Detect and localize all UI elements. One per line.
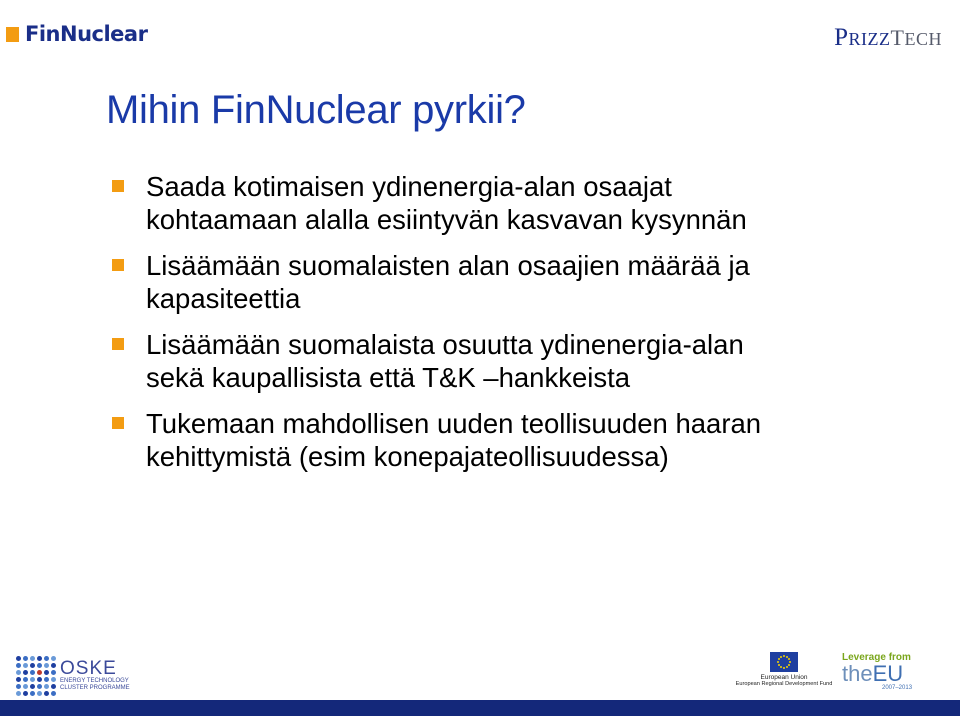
oske-dot bbox=[37, 691, 42, 696]
finnuclear-logo bbox=[6, 22, 147, 46]
leverage-the: the bbox=[842, 661, 873, 686]
bullet-line: Tukemaan mahdollisen uuden teollisuuden haaran bbox=[146, 408, 762, 439]
eu-star bbox=[789, 661, 791, 663]
oske-subtitle-1: ENERGY TECHNOLOGY bbox=[60, 678, 129, 684]
oske-dot bbox=[16, 677, 21, 682]
oske-dot bbox=[44, 684, 49, 689]
footer-bar bbox=[0, 700, 960, 716]
eu-star bbox=[788, 658, 790, 660]
orange-square-bullet-icon bbox=[112, 417, 124, 429]
oske-dot bbox=[44, 670, 49, 675]
eu-fund-label: European Regional Development Fund bbox=[735, 681, 833, 687]
oske-dot bbox=[23, 670, 28, 675]
prizztech-logo-t: T bbox=[890, 25, 905, 50]
eu-star bbox=[778, 658, 780, 660]
oske-dot bbox=[51, 670, 56, 675]
oske-dot bbox=[51, 663, 56, 668]
oske-dot bbox=[51, 656, 56, 661]
eu-star bbox=[786, 666, 788, 668]
oske-dot bbox=[30, 677, 35, 682]
orange-square-bullet-icon bbox=[112, 338, 124, 350]
orange-square-bullet-icon bbox=[112, 180, 124, 192]
eu-star bbox=[777, 661, 779, 663]
bullet-line: Saada kotimaisen ydinenergia-alan osaajat bbox=[146, 171, 672, 202]
bullet-item bbox=[112, 249, 912, 315]
leverage-label: Leverage from bbox=[842, 652, 911, 663]
oske-dot bbox=[44, 677, 49, 682]
bullet-line: Lisäämään suomalaista osuutta ydinenergia-alan bbox=[146, 329, 744, 360]
bullet-item bbox=[112, 170, 912, 236]
leverage-eu: EU bbox=[872, 661, 904, 686]
oske-dot bbox=[16, 684, 21, 689]
leverage-from-the-eu-logo bbox=[842, 652, 942, 691]
oske-dot bbox=[37, 656, 42, 661]
eu-star bbox=[778, 664, 780, 666]
prizztech-logo bbox=[834, 24, 942, 52]
oske-dot bbox=[30, 663, 35, 668]
oske-dot bbox=[51, 691, 56, 696]
bullet-item bbox=[112, 407, 912, 473]
prizztech-logo-ech: ECH bbox=[904, 29, 942, 49]
finnuclear-logo-text: FinNuclear bbox=[25, 22, 148, 46]
oske-dot bbox=[30, 656, 35, 661]
bullet-line: kehittymistä (esim konepajateollisuudessa) bbox=[146, 441, 669, 472]
oske-dot bbox=[16, 656, 21, 661]
oske-dot bbox=[37, 663, 42, 668]
oske-dot bbox=[23, 677, 28, 682]
slide-title: Mihin FinNuclear pyrkii? bbox=[106, 88, 526, 132]
oske-subtitle-2: CLUSTER PROGRAMME bbox=[60, 685, 130, 691]
leverage-years: 2007–2013 bbox=[882, 685, 913, 691]
oske-dot bbox=[37, 670, 42, 675]
eu-star bbox=[780, 656, 782, 658]
oske-dot bbox=[44, 656, 49, 661]
eu-logo bbox=[732, 652, 836, 687]
oske-dot bbox=[51, 677, 56, 682]
bullet-line: sekä kaupallisista että T&K –hankkeista bbox=[146, 362, 631, 393]
oske-name: OSKE bbox=[60, 658, 117, 679]
eu-star bbox=[780, 666, 782, 668]
oske-dot bbox=[44, 663, 49, 668]
oske-dot bbox=[23, 691, 28, 696]
eu-star bbox=[788, 664, 790, 666]
oske-dot bbox=[16, 670, 21, 675]
oske-dot bbox=[51, 684, 56, 689]
oske-logo bbox=[16, 656, 130, 696]
prizztech-logo-p: P bbox=[834, 24, 849, 51]
eu-star bbox=[783, 667, 785, 669]
bullet-list bbox=[112, 170, 912, 486]
bullet-line: kohtaamaan alalla esiintyvän kasvavan kysynnän bbox=[146, 204, 747, 235]
oske-dot bbox=[23, 663, 28, 668]
orange-square-bullet-icon bbox=[112, 259, 124, 271]
oske-dots-icon bbox=[16, 656, 56, 696]
oske-dot bbox=[23, 684, 28, 689]
oske-dot bbox=[30, 691, 35, 696]
oske-dot bbox=[30, 684, 35, 689]
oske-dot bbox=[37, 677, 42, 682]
eu-star bbox=[783, 655, 785, 657]
prizztech-logo-rizz: RIZZ bbox=[848, 29, 891, 49]
bullet-line: Lisäämään suomalaisten alan osaajien määrää ja bbox=[146, 250, 750, 281]
oske-dot bbox=[23, 656, 28, 661]
eu-union-label: European Union bbox=[760, 674, 808, 681]
eu-flag-icon bbox=[770, 652, 798, 672]
oske-dot bbox=[30, 670, 35, 675]
oske-dot bbox=[37, 684, 42, 689]
bullet-line: kapasiteettia bbox=[146, 283, 301, 314]
bullet-item bbox=[112, 328, 912, 394]
oske-dot bbox=[16, 663, 21, 668]
oske-dot bbox=[44, 691, 49, 696]
finnuclear-square-icon bbox=[6, 27, 19, 42]
oske-dot bbox=[16, 691, 21, 696]
